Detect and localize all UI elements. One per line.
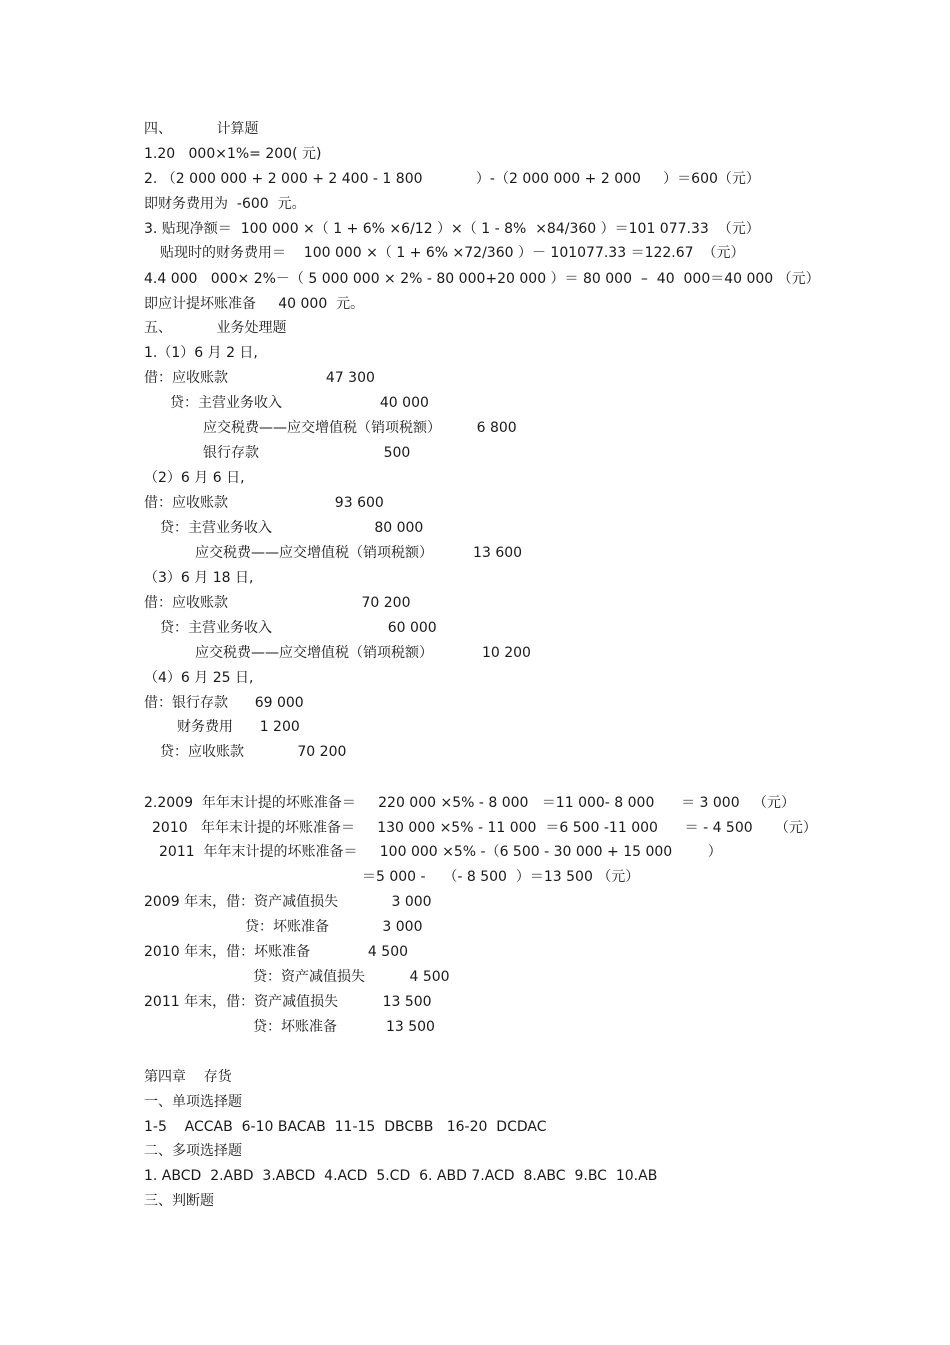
text-line: 贷：坏账准备 3 000 [245, 919, 423, 935]
text-line: 借：应收账款 93 600 [144, 495, 384, 511]
text-line: 2010 年末，借：坏账准备 4 500 [144, 944, 409, 960]
text-line: 2. （2 000 000 + 2 000 + 2 400 - 1 800 ）-（2 000 000 + 2 000 ）＝600（元） [144, 171, 760, 187]
text-line: 贷：应收账款 70 200 [160, 744, 347, 760]
section-heading-calculation: 四、 计算题 [144, 121, 259, 137]
section-heading-true-false: 三、判断题 [144, 1193, 214, 1209]
text-line: 即财务费用为 -600 元。 [144, 196, 306, 212]
text-line: 2010 年年末计提的坏账准备＝ 130 000 ×5% - 11 000 ＝6 500 -11 000 ＝ - 4 500 （元） [152, 820, 817, 836]
text-line: 借：银行存款 69 000 [144, 695, 304, 711]
text-line: 应交税费——应交增值税（销项税额） 13 600 [195, 545, 523, 561]
text-line: 贷：主营业务收入 80 000 [160, 520, 424, 536]
text-line: 贷：资产减值损失 4 500 [253, 969, 450, 985]
text-line: 贷：主营业务收入 60 000 [160, 620, 437, 636]
text-line: 银行存款 500 [203, 445, 411, 461]
text-line: 2.2009 年年末计提的坏账准备＝ 220 000 ×5% - 8 000 ＝11 000- 8 000 ＝ 3 000 （元） [144, 795, 795, 811]
text-line: 借：应收账款 70 200 [144, 595, 411, 611]
text-line: 3. 贴现净额＝ 100 000 ×（ 1 + 6% ×6/12 ）×（ 1 - 8% ×84/360 ）＝101 077.33 （元） [144, 221, 760, 237]
text-line: （2）6 月 6 日, [144, 470, 245, 486]
text-line: 应交税费——应交增值税（销项税额） 10 200 [195, 645, 531, 661]
section-heading-single-choice: 一、单项选择题 [144, 1094, 242, 1110]
text-line: 2011 年末，借：资产减值损失 13 500 [144, 994, 432, 1010]
text-line: 4.4 000 000× 2%－（ 5 000 000 × 2% - 80 000+20 000 ）＝ 80 000 – 40 000＝40 000 （元） [144, 271, 820, 287]
text-line: 借：应收账款 47 300 [144, 370, 375, 386]
text-line: 1.（1）6 月 2 日, [144, 345, 258, 361]
text-line: 贴现时的财务费用＝ 100 000 ×（ 1 + 6% ×72/360 ）－ 101077.33 ＝122.67 （元） [160, 245, 745, 261]
section-heading-business: 五、 业务处理题 [144, 320, 287, 336]
text-line: 贷：主营业务收入 40 000 [170, 395, 429, 411]
text-line: 2011 年年末计提的坏账准备＝ 100 000 ×5% -（6 500 - 30 000 + 15 000 ） [159, 844, 722, 860]
text-line: 1.20 000×1%= 200( 元) [144, 146, 322, 162]
section-heading-multiple-choice: 二、多项选择题 [144, 1143, 242, 1159]
text-line: 即应计提坏账准备 40 000 元。 [144, 296, 365, 312]
text-line: 2009 年末，借：资产减值损失 3 000 [144, 894, 432, 910]
text-line: （3）6 月 18 日, [144, 570, 254, 586]
text-line: 应交税费——应交增值税（销项税额） 6 800 [203, 420, 517, 436]
text-line: 贷：坏账准备 13 500 [253, 1019, 435, 1035]
text-line: 1-5 ACCAB 6-10 BACAB 11-15 DBCBB 16-20 DCDAC [144, 1119, 547, 1135]
text-line: 财务费用 1 200 [177, 719, 300, 735]
text-line: 1. ABCD 2.ABD 3.ABCD 4.ACD 5.CD 6. ABD 7.ACD 8.ABC 9.BC 10.AB [144, 1168, 658, 1184]
chapter-heading: 第四章 存货 [144, 1069, 232, 1085]
text-line: ＝5 000 - （- 8 500 ）＝13 500 （元） [362, 869, 640, 885]
text-line: （4）6 月 25 日, [144, 670, 254, 686]
